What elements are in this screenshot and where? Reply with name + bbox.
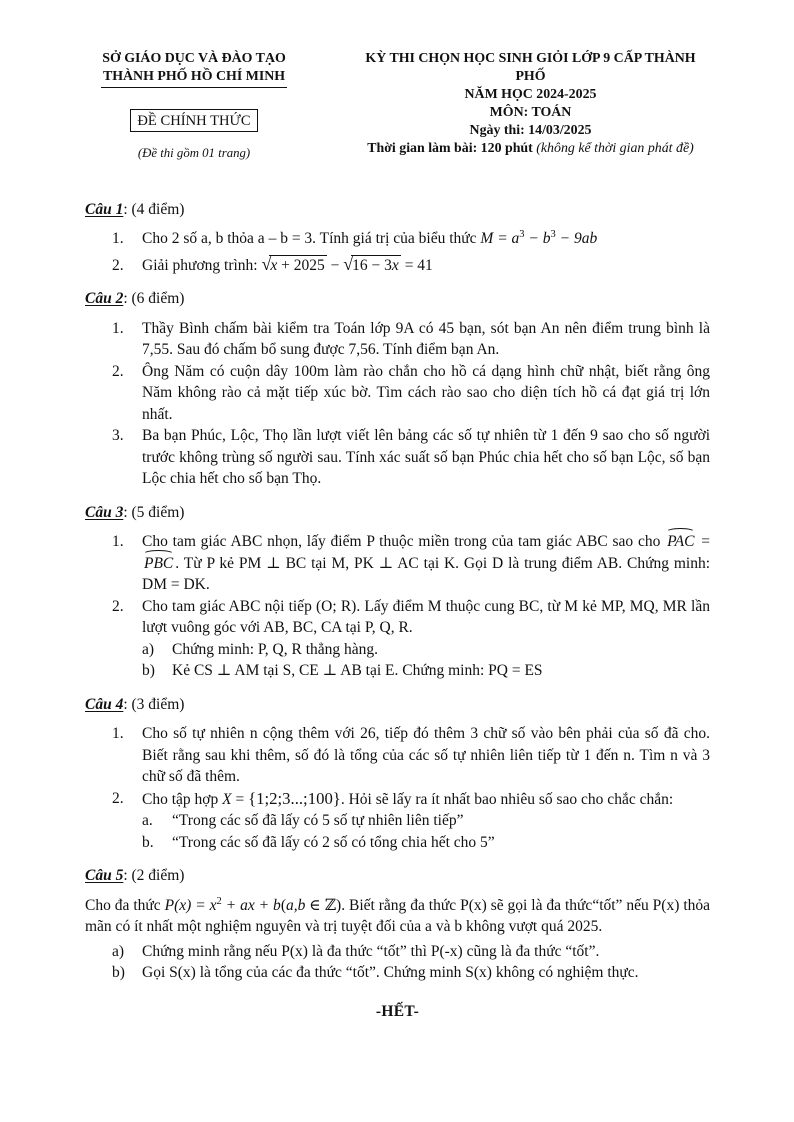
exam-date: Ngày thi: 14/03/2025 bbox=[469, 123, 592, 138]
sub-item-marker: a) bbox=[112, 942, 125, 960]
item-text: Ông Năm có cuộn dây 100m làm rào chắn cho hồ cá dạng hình chữ nhật, biết rằng ông Năm không rào cả mặt tiếp xúc bờ. Tìm cách rào sao cho diện tích hồ cá đạt giá trị lớn nhất. bbox=[142, 362, 710, 423]
authority-city: THÀNH PHỐ HỒ CHÍ MINH bbox=[85, 68, 303, 88]
sqrt-sign: √ bbox=[343, 253, 354, 274]
item-text: Thầy Bình chấm bài kiểm tra Toán lớp 9A có 45 bạn, sót bạn An nên điểm trung bình là 7,55. Sau đó chấm bổ sung được 7,56. Tính điểm bạn An. bbox=[142, 319, 710, 358]
question-5-statement: Cho đa thức $P(x) = x^2$ + ax + b(a,b ∈ ℤ). Biết rằng đa thức P(x) sẽ gọi là đa thức“tốt” nếu P(x) thỏa mãn có ít nhất một nghiệm nguyên và trị tuyệt đối của a và b không vượt quá 2025. bbox=[85, 895, 711, 935]
item-number: 1. bbox=[112, 230, 124, 247]
question-item bbox=[112, 788, 710, 854]
school-year: NĂM HỌC 2024-2025 bbox=[464, 87, 597, 102]
item-text: Giải phương trình: √x + 2025 − √16 − 3x = 41 bbox=[142, 253, 433, 274]
sub-item-text: Kẻ CS ⊥ AM tại S, CE ⊥ AB tại E. Chứng minh: PQ = ES bbox=[172, 662, 543, 679]
set-definition: X bbox=[222, 790, 232, 808]
question-4 bbox=[85, 694, 710, 854]
exam-duration: Thời gian làm bài: 120 phút (không kể thời gian phát đề) bbox=[367, 141, 694, 156]
item-text: Cho 2 số a, b thỏa a – b = 3. Tính giá trị của biểu thức $M = a^3 - b^3 - 9ab$ bbox=[142, 229, 598, 247]
sub-item-text: Chứng minh rằng nếu P(x) là đa thức “tốt” thì P(-x) cũng là đa thức “tốt”. bbox=[142, 942, 600, 960]
end-marker: -HẾT- bbox=[375, 1002, 420, 1020]
question-points: : (3 điểm) bbox=[123, 695, 185, 713]
subject-line: MÔN: TOÁN bbox=[489, 105, 572, 120]
question-item bbox=[112, 596, 710, 682]
exam-title: KỲ THI CHỌN HỌC SINH GIỎI LỚP 9 CẤP THÀNH PHỐ bbox=[365, 51, 696, 84]
sub-item bbox=[142, 660, 710, 682]
question-item bbox=[112, 318, 710, 361]
question-item bbox=[112, 723, 710, 788]
question-4-heading bbox=[85, 694, 710, 716]
sub-item-text: Chứng minh: P, Q, R thẳng hàng. bbox=[172, 640, 379, 658]
angle-PAC: PAC bbox=[665, 531, 696, 553]
sub-item-text: “Trong các số đã lấy có 2 số có tổng chia hết cho 5” bbox=[172, 833, 495, 851]
sub-item-text: Gọi S(x) là tổng của các đa thức “tốt”. Chứng minh S(x) không có nghiệm thực. bbox=[142, 964, 639, 981]
item-number: 1. bbox=[112, 725, 124, 742]
sub-item bbox=[142, 810, 710, 832]
sub-item-marker: b. bbox=[142, 833, 154, 851]
question-item bbox=[112, 255, 710, 277]
question-number: Câu 4 bbox=[85, 695, 124, 713]
sub-item bbox=[112, 962, 710, 984]
question-3-heading bbox=[85, 502, 710, 524]
item-number: 3. bbox=[112, 427, 124, 444]
exam-header bbox=[85, 50, 710, 165]
question-1 bbox=[85, 199, 710, 277]
item-text: Cho tập hợp X = {1;2;3...;100}. Hỏi sẽ lấy ra ít nhất bao nhiêu số sao cho chắc chắn: a. “Trong các số đã lấy có 5 số tự nhiên liên tiếp” b. “Trong các số đã lấy có 2 số có tổng chia hết cho 5” bbox=[142, 788, 710, 854]
question-2 bbox=[85, 288, 710, 490]
sub-item bbox=[142, 832, 710, 854]
authority-name: SỞ GIÁO DỤC VÀ ĐÀO TẠO bbox=[102, 51, 286, 66]
item-text: Cho tam giác ABC nội tiếp (O; R). Lấy điểm M thuộc cung BC, từ M kẻ MP, MQ, MR lần lượt vuông góc với AB, BC, CA tại P, Q, R. a) Chứng minh: P, Q, R thẳng hàng. b) Kẻ CS ⊥ AM tại S, CE ⊥ AB tại E. Chứng minh: PQ = ES bbox=[142, 596, 710, 682]
question-5-heading bbox=[85, 865, 710, 887]
radical-equation: √x + 2025 − √16 − 3x = 41 bbox=[261, 253, 433, 274]
question-points: : (5 điểm) bbox=[123, 503, 185, 521]
sub-item-marker: b) bbox=[112, 964, 125, 981]
item-number: 2. bbox=[112, 256, 124, 274]
question-item bbox=[112, 425, 710, 490]
sqrt-sign: √ bbox=[261, 253, 272, 274]
question-number: Câu 1 bbox=[85, 200, 124, 218]
question-5-subitems bbox=[112, 941, 710, 984]
issuing-authority-block bbox=[85, 50, 303, 165]
item-number: 1. bbox=[112, 319, 124, 337]
sub-item-marker: a. bbox=[142, 812, 153, 829]
item-text: Cho số tự nhiên n cộng thêm với 26, tiếp đó thêm 3 chữ số vào bên phải của số đã cho. Biết rằng sau khi thêm, số đó là tổng của các số tự nhiên liên tiếp từ 1 đến n. Tìm n và 3 chữ số đã thêm. bbox=[142, 725, 710, 785]
sub-item-marker: b) bbox=[142, 662, 155, 679]
question-3 bbox=[85, 502, 710, 682]
item-number: 2. bbox=[112, 362, 124, 380]
item-number: 2. bbox=[112, 597, 124, 615]
official-exam-stamp-row bbox=[85, 88, 303, 132]
exam-info-block bbox=[303, 50, 710, 158]
question-points: : (2 điểm) bbox=[123, 867, 185, 884]
question-2-heading bbox=[85, 288, 710, 310]
item-number: 1. bbox=[112, 533, 124, 550]
item-number: 2. bbox=[112, 789, 124, 807]
sub-item bbox=[112, 941, 710, 963]
question-points: : (6 điểm) bbox=[123, 290, 185, 307]
question-number: Câu 3 bbox=[85, 503, 124, 521]
item-text: Ba bạn Phúc, Lộc, Thọ lần lượt viết lên bảng các số tự nhiên từ 1 đến 9 sao cho số người trước không trùng số người sau. Tính xác suất số bạn Phúc chia hết cho số bạn Lộc, số bạn Lộc chia hết cho số bạn Thọ. bbox=[142, 427, 710, 487]
sub-item-marker: a) bbox=[142, 640, 155, 658]
angle-PBC: PBC bbox=[142, 553, 175, 575]
question-item bbox=[112, 361, 710, 426]
official-exam-stamp: ĐỀ CHÍNH THỨC bbox=[130, 109, 257, 132]
question-item bbox=[112, 228, 710, 250]
question-number: Câu 2 bbox=[85, 290, 124, 307]
question-5 bbox=[85, 865, 710, 984]
question-points: : (4 điểm) bbox=[123, 200, 185, 218]
item-text: Cho tam giác ABC nhọn, lấy điểm P thuộc miền trong của tam giác ABC sao cho PAC = PBC . Từ P kẻ PM ⊥ BC tại M, PK ⊥ AC tại K. Gọi D là trung điểm AB. Chứng minh: DM = DK. bbox=[142, 533, 710, 593]
expression-M: M = a bbox=[480, 230, 520, 247]
polynomial-definition: P(x) = x bbox=[164, 896, 217, 914]
question-number: Câu 5 bbox=[85, 867, 124, 884]
sub-item bbox=[142, 639, 710, 661]
question-1-heading bbox=[85, 199, 710, 221]
page-count-note: (Đề thi gồm 01 trang) bbox=[137, 146, 251, 160]
question-item bbox=[112, 531, 710, 596]
sub-item-text: “Trong các số đã lấy có 5 số tự nhiên liên tiếp” bbox=[172, 812, 464, 829]
